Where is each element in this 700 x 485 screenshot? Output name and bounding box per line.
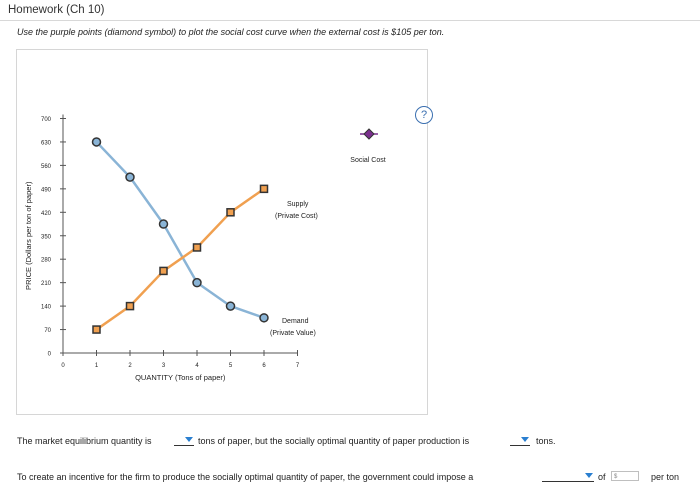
y-tick-label: 630 [40, 140, 51, 147]
y-tick-label: 280 [40, 257, 51, 264]
social-cost-diamond-icon [364, 129, 374, 139]
x-tick-label: 3 [161, 363, 166, 369]
social-cost-label: Social Cost [350, 157, 386, 164]
supply-label: Supply [287, 201, 309, 208]
demand-point [126, 173, 134, 181]
chart-legend [270, 129, 386, 337]
q1-text-1: The market equilibrium quantity is [17, 436, 152, 446]
demand-label-sub: (Private Value) [270, 330, 316, 337]
x-tick-label: 1 [94, 363, 99, 369]
y-axis-title: PRICE (Dollars per ton of paper) [24, 181, 33, 290]
policy-type-dropdown[interactable] [542, 470, 594, 482]
x-tick-label: 6 [262, 363, 266, 369]
tax-amount-input[interactable]: $ [611, 471, 639, 481]
demand-point [227, 302, 235, 310]
instructions: Use the purple points (diamond symbol) to plot the social cost curve when the external cost is $105 per ton. [17, 27, 445, 37]
demand-point [93, 138, 101, 146]
y-tick-label: 0 [47, 351, 51, 358]
y-tick-label: 350 [40, 234, 51, 241]
supply-point [93, 326, 100, 333]
x-axis-title: QUANTITY (Tons of paper) [135, 373, 226, 382]
supply-point [127, 303, 134, 310]
q1-text-2: tons of paper, but the socially optimal quantity of paper production is [198, 436, 470, 446]
chevron-down-icon [521, 437, 529, 442]
demand-curve [97, 142, 265, 318]
supply-point [261, 185, 268, 192]
page-title: Homework (Ch 10) [8, 4, 105, 16]
chart-axes [24, 115, 298, 383]
x-tick-label: 7 [295, 363, 300, 369]
supply-point [194, 244, 201, 251]
y-tick-label: 140 [40, 304, 51, 311]
q2-text-1: To create an incentive for the firm to produce the socially optimal quantity of paper, the government could impose a [17, 472, 474, 482]
y-tick-label: 420 [40, 210, 51, 217]
supply-point [227, 209, 234, 216]
q2-end: per ton [651, 472, 680, 482]
y-tick-label: 560 [40, 163, 51, 170]
y-tick-label: 210 [40, 281, 51, 288]
chart-markers [93, 138, 269, 333]
chevron-down-icon [185, 437, 193, 442]
optimal-quantity-dropdown[interactable] [510, 434, 530, 446]
help-icon[interactable]: ? [415, 106, 433, 124]
x-tick-label: 4 [195, 363, 199, 369]
x-tick-label: 2 [128, 363, 132, 369]
demand-point [193, 279, 201, 287]
y-tick-label: 490 [40, 187, 51, 194]
chevron-down-icon [585, 473, 593, 478]
supply-point [160, 267, 167, 274]
supply-label-sub: (Private Cost) [275, 213, 318, 220]
equilibrium-quantity-dropdown[interactable] [174, 434, 194, 446]
demand-point [260, 314, 268, 322]
chart-lines [97, 142, 265, 330]
demand-point [160, 220, 168, 228]
q2-of: of [598, 472, 606, 482]
x-tick-label: 5 [228, 363, 233, 369]
q1-text-3: tons. [536, 436, 556, 446]
demand-label: Demand [282, 318, 309, 325]
chart-ticks [41, 117, 300, 369]
y-tick-label: 70 [44, 328, 51, 335]
y-tick-label: 700 [40, 117, 51, 123]
x-tick-label: 0 [61, 363, 65, 369]
